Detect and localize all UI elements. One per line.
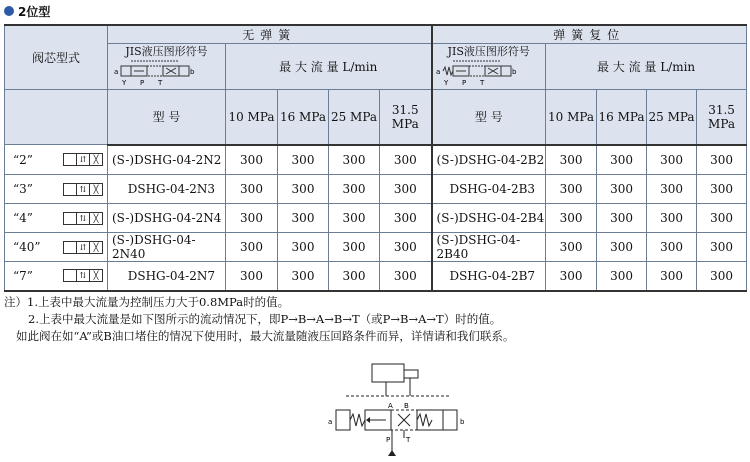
table-row xyxy=(5,233,747,262)
svg-text:a: a xyxy=(435,68,441,76)
flow-cell: 300 xyxy=(226,175,278,204)
spool-symbol-icon: ⇅ ╳ xyxy=(63,269,103,282)
valve-symbol-icon xyxy=(112,58,222,86)
core-cell: “2” ⇵ ╳ xyxy=(5,145,108,175)
model-a: DSHG-04-2N3 xyxy=(108,175,226,204)
svg-text:b: b xyxy=(511,68,517,76)
flow-cell: 300 xyxy=(226,204,278,233)
flow-cell: 300 xyxy=(278,145,329,175)
flow-cell: 300 xyxy=(597,175,647,204)
flow-cell: 300 xyxy=(647,262,697,291)
flow-cell: 300 xyxy=(226,233,278,262)
spool-symbol-icon: ⇵ ╳ xyxy=(63,241,103,254)
core-cell: “7” ⇅ ╳ xyxy=(5,262,108,291)
flow-cell: 300 xyxy=(380,233,432,262)
flow-cell: 300 xyxy=(329,233,380,262)
core-cell: “3” ⇅ ╳ xyxy=(5,175,108,204)
core-cell: “40” ⇵ ╳ xyxy=(5,233,108,262)
max-flow-header-a: 最 大 流 量 L/min xyxy=(226,44,432,90)
flow-cell: 300 xyxy=(329,175,380,204)
section-title-text: 2位型 xyxy=(18,4,51,19)
model-b: DSHG-04-2B3 xyxy=(432,175,546,204)
bullet-icon xyxy=(4,6,14,16)
model-b: (S-)DSHG-04-2B40 xyxy=(432,233,546,262)
flow-cell: 300 xyxy=(329,204,380,233)
spring-valve-symbol-icon xyxy=(434,58,544,86)
flow-cell: 300 xyxy=(597,233,647,262)
group-header-spring-return: 弹簧复位 xyxy=(432,25,747,44)
note-1: 注）1.上表中最大流量为控制压力大于0.8MPa时的值。 xyxy=(4,295,290,309)
flow-cell: 300 xyxy=(226,145,278,175)
flow-cell: 300 xyxy=(697,233,747,262)
table-row xyxy=(5,175,747,204)
flow-cell: 300 xyxy=(647,145,697,175)
flow-cell: 300 xyxy=(546,233,597,262)
flow-cell: 300 xyxy=(329,145,380,175)
pressure-315-b: 31.5 MPa xyxy=(697,90,747,145)
core-type-header: 阀芯型式 xyxy=(5,25,108,90)
svg-text:b: b xyxy=(189,68,194,76)
svg-text:P: P xyxy=(139,79,144,86)
svg-text:T: T xyxy=(157,79,162,86)
model-b: (S-)DSHG-04-2B4 xyxy=(432,204,546,233)
pressure-25-b: 25 MPa xyxy=(647,90,697,145)
flow-cell: 300 xyxy=(278,233,329,262)
svg-text:a: a xyxy=(328,418,333,426)
max-flow-header-b: 最 大 流 量 L/min xyxy=(546,44,747,90)
flow-cell: 300 xyxy=(597,262,647,291)
pressure-10-a: 10 MPa xyxy=(226,90,278,145)
flow-cell: 300 xyxy=(697,262,747,291)
svg-text:a: a xyxy=(113,68,118,76)
flow-cell: 300 xyxy=(278,204,329,233)
pressure-315-a: 31.5 MPa xyxy=(380,90,432,145)
flow-cell: 300 xyxy=(226,262,278,291)
flow-cell: 300 xyxy=(697,145,747,175)
model-a: (S-)DSHG-04-2N4 xyxy=(108,204,226,233)
svg-text:P: P xyxy=(386,436,391,444)
svg-text:b: b xyxy=(460,418,465,426)
flow-cell: 300 xyxy=(546,262,597,291)
spool-symbol-icon: ⇅ ╳ xyxy=(63,212,103,225)
spool-symbol-icon: ⇅ ╳ xyxy=(63,183,103,196)
section-title xyxy=(4,2,50,20)
pressure-10-b: 10 MPa xyxy=(546,90,597,145)
jis-label-a: JIS液压图形符号 xyxy=(125,45,208,58)
flow-cell: 300 xyxy=(278,262,329,291)
jis-symbol-cell-b xyxy=(432,44,546,90)
flow-diagram xyxy=(326,362,466,460)
table-row xyxy=(5,262,747,291)
flow-cell: 300 xyxy=(597,145,647,175)
flow-cell: 300 xyxy=(278,175,329,204)
note-3: 如此阀在如“A”或B油口堵住的情况下使用时，最大流量随液压回路条件而异，详情请和我们联系。 xyxy=(16,329,515,343)
flow-cell: 300 xyxy=(380,145,432,175)
flow-cell: 300 xyxy=(329,262,380,291)
model-a: (S-)DSHG-04-2N2 xyxy=(108,145,226,175)
svg-text:A: A xyxy=(388,402,393,410)
flow-cell: 300 xyxy=(697,204,747,233)
svg-text:T: T xyxy=(479,79,485,86)
core-cell: “4” ⇅ ╳ xyxy=(5,204,108,233)
svg-text:Y: Y xyxy=(443,79,449,86)
flow-cell: 300 xyxy=(546,175,597,204)
flow-cell: 300 xyxy=(380,175,432,204)
group-header-no-spring: 无弹簧 xyxy=(108,25,432,44)
flow-cell: 300 xyxy=(647,175,697,204)
model-b: (S-)DSHG-04-2B2 xyxy=(432,145,546,175)
model-a: DSHG-04-2N7 xyxy=(108,262,226,291)
table-row xyxy=(5,145,747,175)
model-header-b: 型 号 xyxy=(432,90,546,145)
flow-cell: 300 xyxy=(697,175,747,204)
flow-cell: 300 xyxy=(597,204,647,233)
flow-cell: 300 xyxy=(380,262,432,291)
model-a: (S-)DSHG-04-2N40 xyxy=(108,233,226,262)
flow-cell: 300 xyxy=(647,233,697,262)
flow-cell: 300 xyxy=(546,204,597,233)
pressure-16-a: 16 MPa xyxy=(278,90,329,145)
flow-cell: 300 xyxy=(647,204,697,233)
flow-cell: 300 xyxy=(546,145,597,175)
svg-text:P: P xyxy=(461,79,467,86)
core-type-header-cont xyxy=(5,90,108,145)
jis-label-b: JIS液压图形符号 xyxy=(447,45,530,58)
flow-cell: 300 xyxy=(380,204,432,233)
pressure-16-b: 16 MPa xyxy=(597,90,647,145)
svg-text:Y: Y xyxy=(121,79,126,86)
svg-text:B: B xyxy=(404,402,409,410)
pressure-25-a: 25 MPa xyxy=(329,90,380,145)
note-2: 2.上表中最大流量是如下图所示的流动情况下，即P→B→A→B→T（或P→B→A→T）时的值。 xyxy=(28,312,502,326)
jis-symbol-cell-a xyxy=(108,44,226,90)
spool-symbol-icon: ⇵ ╳ xyxy=(63,153,103,166)
svg-text:T: T xyxy=(406,436,411,444)
notes xyxy=(4,294,514,345)
model-b: DSHG-04-2B7 xyxy=(432,262,546,291)
table-row xyxy=(5,204,747,233)
flow-table xyxy=(4,24,747,292)
model-header-a: 型 号 xyxy=(108,90,226,145)
